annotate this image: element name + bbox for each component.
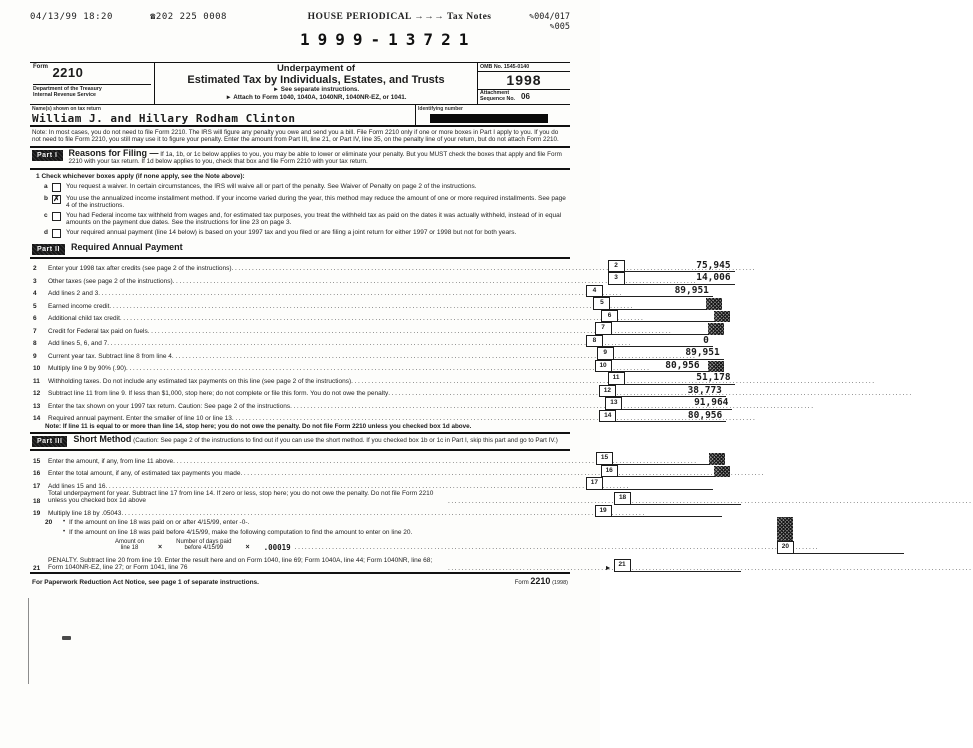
line-12 [30,384,722,398]
shaded-cell [708,323,724,335]
line-12-value: 38,773 [616,385,726,398]
line-1d-text: Your required annual payment (line 14 below) is based on your 1997 tax and you filed or are filing a joint return for either 1997 or 1998 but not for both years. [66,228,517,236]
line-1 [30,170,570,181]
line-15 [30,452,609,465]
line-10-box: 10 [595,360,612,373]
dotted-leader [120,315,601,322]
line-20-box: 20 [777,541,794,554]
line-9 [30,347,720,360]
part3-header [30,434,570,451]
line-11-value: 51,178 [625,372,735,385]
fax-page-line2 [550,22,570,32]
dotted-leader [148,328,595,335]
line-20-text [30,517,777,554]
line-4 [30,284,709,298]
fax-page2: 005 [554,22,570,32]
days-label-1: Number of days paid [176,538,232,545]
line-5-box: 5 [593,297,610,310]
line-17-number: 17 [33,482,41,490]
line-11 [30,372,731,385]
agency-lines [33,84,151,98]
line-18 [30,489,627,505]
dotted-leader [121,510,594,517]
line-16-box: 16 [601,465,618,478]
line-2 [30,259,731,273]
line-14-label: Required annual payment. Enter the smaller of line 10 or line 13 [48,415,232,423]
dotted-leader [232,415,599,422]
line-16 [30,465,613,478]
line-11-label: Withholding taxes. Do not include any estimated tax payments on this line (see page 2 of the instructions) [48,377,352,385]
part2-tag: Part II [32,244,65,255]
line-12-number: 12 [33,390,41,398]
factor-value: .00019 [263,543,291,553]
dotted-leader [448,498,614,505]
line-6-label: Additional child tax credit [48,315,120,323]
line-6-box: 6 [601,310,618,323]
form-footer [30,572,570,588]
line-9-number: 9 [33,352,37,360]
part2-title-wrap [70,241,568,252]
line-18-label: Total underpayment for year. Subtract line 17 from line 14. If zero or less, stop here; you do not owe the penalty. Do not file Form 2210 unless you checked box 1d above [48,489,434,505]
line-1-text: Check whichever boxes apply (if none apply, see the Note above): [41,172,245,180]
fax-phone-number: 202 225 0008 [155,12,227,22]
bullet-icon: • [62,519,66,526]
line-20-right-column [777,517,899,554]
shaded-cell [777,517,793,541]
line-13-label: Enter the tax shown on your 1997 tax return. Caution: See page 2 of the instructions [48,402,291,410]
line-17 [30,477,598,490]
line-17-box: 17 [586,477,603,490]
form-word: Form [33,64,48,70]
line-2-box: 2 [608,260,625,273]
line-5-number: 5 [33,302,37,310]
line-15-label: Enter the amount, if any, from line 11 above [48,457,174,465]
line-1a-text: You request a waiver. In certain circumstances, the IRS will waive all or part of the penalty. See Waiver of Penalty on page 2 of the instructions. [66,183,477,191]
line-10-value: 80,956 [612,360,708,373]
line-19-box: 19 [595,505,612,518]
line-20-bullet1 [45,517,777,526]
arrow-icon: ► [604,564,612,572]
line-9-box: 9 [597,347,614,360]
line-3-number: 3 [33,277,37,285]
scan-artifact-line [28,598,29,684]
line-15-number: 15 [33,457,41,465]
line-18-number: 18 [33,497,41,505]
line-13 [30,397,729,410]
line-1b-text: You use the annualized income installment method. If your income varied during the year, this method may reduce the amount of one or more required installments. See page 4 of the instructions. [66,194,566,210]
dotted-leader [173,278,608,285]
line-19-value [612,505,722,518]
form-title-cell [155,63,478,104]
line-11-box: 11 [608,372,625,385]
line-7-number: 7 [33,327,37,335]
attachment-label [480,91,515,103]
line-1a [30,181,570,193]
identifying-number-cell [415,105,570,125]
dotted-leader [105,483,585,490]
dotted-leader [295,545,777,552]
line-8-label: Add lines 5, 6, and 7 [48,340,108,348]
line-1-number: 1 [36,172,40,180]
form-header [30,63,570,105]
checkbox-1b-checked: ✗ [53,193,60,203]
dotted-leader [448,565,603,572]
line-1c [30,209,570,226]
line-5-label: Earned income credit [48,302,110,310]
line-16-value [618,465,714,478]
dotted-leader [232,265,608,272]
part1-header [30,148,570,170]
fax-page-counter [529,12,570,32]
attachment-word: Attachment [480,90,510,96]
part1-title: Reasons for Filing — [68,148,159,159]
part3-intro [73,436,568,444]
line-3-box: 3 [608,272,625,285]
empty-cell [724,361,830,373]
footer-form-word: Form [514,579,529,586]
fax-page1: 004/017 [534,12,570,22]
days-paid-label [176,539,231,552]
line-18-box: 18 [614,492,631,505]
part3-rows [30,451,789,572]
line-2-number: 2 [33,265,37,273]
part2-title: Required Annual Payment [70,241,183,252]
line-14-box: 14 [599,410,616,423]
shaded-cell [706,298,722,310]
line-4-value: 89,951 [603,285,713,298]
sequence-word: Sequence No. [480,95,516,102]
line-4-box: 4 [586,285,603,298]
line-19 [30,505,607,518]
fax-datetime: 04/13/99 18:20 [30,12,113,22]
dotted-leader [173,458,596,465]
part2-header [30,242,570,259]
name-label: Name(s) shown on tax return [32,105,101,112]
shaded-cell [708,361,724,373]
line-1c-text: You had Federal income tax withheld from wages and, for estimated tax purposes, you treat the withheld tax as paid on the dates it was actually withheld, instead of in equal amounts on the payment due dates. See the instructions for line 23 on page 3. [66,211,562,227]
line-1b [30,192,570,209]
checkbox-1c [52,212,61,221]
form-footer-id [515,576,568,586]
line-20 [30,517,789,554]
multiply-sign: × [158,544,163,552]
line-12-box: 12 [599,385,616,398]
taxpayer-row [30,105,570,127]
line-20-computation [115,539,777,552]
dotted-leader [107,340,586,347]
checkbox-1a [52,183,61,192]
dotted-leader [388,390,599,397]
line-10 [30,359,700,373]
multiply-sign: × [245,544,250,552]
dotted-leader [351,378,607,385]
line-9-value: 89,951 [614,347,724,360]
sequence-number: 06 [521,91,530,101]
dotted-leader [240,470,600,477]
line-17-value [603,477,713,490]
line-9-label: Current year tax. Subtract line 8 from line 4 [48,352,172,360]
scan-artifact-smudge [62,636,71,640]
line-20-bullet2-text: If the amount on line 18 was paid before 4/15/99, make the following computation to find the amount to enter on line 20. [69,528,413,536]
empty-cell [730,311,836,323]
line-21 [30,554,626,572]
checkbox-1d [52,229,61,238]
line-14-number: 14 [33,415,41,423]
line-2-value: 75,945 [625,260,735,273]
line-1c-letter: c [44,211,48,219]
identifying-number-label: Identifying number [418,105,463,112]
part2-rows [30,259,731,423]
attachment-sequence [478,90,570,104]
line-1d-letter: d [44,228,48,236]
part3-caution: (Caution: See page 2 of the instructions to find out if you can use the short method. If you checked box 1b or 1c in Part I, skip this part and go to Part IV.) [133,437,558,445]
form-2210 [30,62,789,588]
line-6-value [618,310,714,323]
line-21-box: 21 [614,559,631,572]
line-11-number: 11 [33,377,40,385]
line-6-number: 6 [33,315,37,323]
form-title-line2: Estimated Tax by Individuals, Estates, and Trusts [187,74,445,86]
line-15-value [613,452,709,465]
amount-on-line18-label [115,539,144,552]
shaded-cell [709,453,725,465]
line-17-label: Add lines 15 and 16 [48,482,106,490]
line-8 [30,334,709,348]
line-5-value [610,297,706,310]
omb-year-cell [478,63,570,104]
line-7-box: 7 [595,322,612,335]
days-label-2: before 4/15/99 [184,545,224,552]
empty-cell [730,466,836,478]
line-2-label: Enter your 1998 tax after credits (see page 2 of the instructions) [48,265,232,273]
part3-tag: Part III [32,436,67,447]
empty-cell [724,323,830,335]
empty-cell [725,453,831,465]
line-7-label: Credit for Federal tax paid on fuels [48,327,148,335]
part3-title: Short Method [73,434,132,445]
dotted-leader [98,290,586,297]
line-14-value: 80,956 [616,410,726,423]
line-19-label: Multiply line 18 by .05043 [48,509,122,517]
line-6 [30,310,612,323]
line-19-number: 19 [33,510,41,518]
line-8-number: 8 [33,340,37,348]
line-12-label: Subtract line 11 from line 9. If less than $1,000, stop here; do not complete or file this form. You do not owe the penalty [48,390,389,398]
line-21-number: 21 [33,564,41,572]
line-7 [30,322,605,335]
line-1a-letter: a [44,183,48,191]
phone-icon: ☎ [150,12,156,22]
line-4-number: 4 [33,290,37,298]
agency-line-2: Internal Revenue Service [33,92,97,98]
fax-phone [150,12,270,22]
line-20-entry [777,541,904,554]
line-15-box: 15 [596,452,613,465]
form-number: 2210 [52,65,84,80]
line-20-bullet1-text: If the amount on line 18 was paid on or after 4/15/99, enter -0-. [69,519,250,527]
line-21-label: PENALTY. Subtract line 20 from line 19. Enter the result here and on Form 1040, line 69; Form 1040A, line 44; Form 1040NR, line 68; Form 1040NR-EZ, line 27; or Form 1041, line 76 [48,556,433,572]
line-7-value [612,322,708,335]
fax-header [30,12,570,32]
line-14 [30,409,723,423]
see-instructions-note: ► See separate instructions. [272,86,360,93]
line-10-number: 10 [33,365,41,373]
agency-line-1: Department of the Treasury [33,86,102,92]
line-18-value [631,492,741,505]
paperwork-notice: For Paperwork Reduction Act Notice, see page 1 of separate instructions. [32,578,259,586]
amount-label-1: Amount on [115,538,145,545]
form-title-line1: Underpayment of [276,63,356,74]
footer-form-number: 2210 [530,575,551,586]
line-10-label: Multiply line 9 by 90% (.90) [48,365,127,373]
line-16-label: Enter the total amount, if any, of estimated tax payments you made [48,470,241,478]
empty-cell [722,298,828,310]
line-3 [30,272,731,285]
spacer [45,529,59,536]
shaded-cell [714,466,730,478]
line-20-number: 20 [45,519,53,527]
dotted-leader [290,403,605,410]
line-8-value: 0 [603,335,713,348]
line-13-value: 91,964 [622,397,732,410]
line-3-label: Other taxes (see page 2 of the instructions) [48,277,173,285]
footer-form-year: (1998) [552,579,568,586]
line-1d [30,226,570,242]
fax-route: HOUSE PERIODICAL →→→ Tax Notes [307,12,492,22]
taxpayer-name-cell [30,105,415,125]
fax-page-icon: ✎ [549,22,555,32]
line-13-number: 13 [33,402,41,410]
dotted-leader [126,365,595,372]
document-stamp-number: 1999-13721 [300,30,477,49]
redaction-bar [430,114,548,123]
fax-page-line1 [529,12,570,22]
part1-intro-text: If 1a, 1b, or 1c below applies to you, you may be able to lower or eliminate your penalty. But you MUST check the boxes that apply and file Form 2210 with your tax return. If 1d below applies to you, check that box and file Form 2210 with your tax return. [68,151,562,166]
line-20-bullet2 [45,527,777,536]
amount-label-2: line 18 [120,545,139,552]
general-note: Note: In most cases, you do not need to file Form 2210. The IRS will figure any penalty you owe and send you a bill. File Form 2210 only if one or more boxes in Part I apply to you. If you do not need to file Form 2210, you still may use it to figure your penalty. Enter the amount from Part III, line 21, or Part IV, line 35, on the penalty line of your return, but do not attach Form 2210. [30,127,570,149]
bullet-icon: • [62,528,66,535]
attach-note: ► Attach to Form 1040, 1040A, 1040NR, 1040NR-EZ, or 1041. [225,93,407,101]
line-21-value [631,559,741,572]
line-1b-letter: b [44,194,48,202]
dotted-leader [172,353,597,360]
fax-page-icon: ✎ [529,12,535,22]
tax-year: 1998 [478,72,570,90]
line-16-number: 16 [33,470,41,478]
line-4-label: Add lines 2 and 3 [48,290,99,298]
dotted-leader [109,303,593,310]
part1-tag: Part I [32,150,63,161]
line-14-note: Note: If line 11 is equal to or more than line 14, stop here; you do not owe the penalty. Do not file Form 2210 unless you checked box 1d above. [30,422,570,434]
line-3-value: 14,006 [625,272,735,285]
line-5 [30,297,604,310]
shaded-cell [714,311,730,323]
taxpayer-name: William J. and Hillary Rodham Clinton [32,111,296,125]
line-8-box: 8 [586,335,603,348]
line-13-box: 13 [605,397,622,410]
omb-number: OMB No. 1545-0140 [478,63,570,72]
line-20-value [794,541,904,554]
form-number-cell [30,63,155,104]
part1-intro [69,150,568,166]
